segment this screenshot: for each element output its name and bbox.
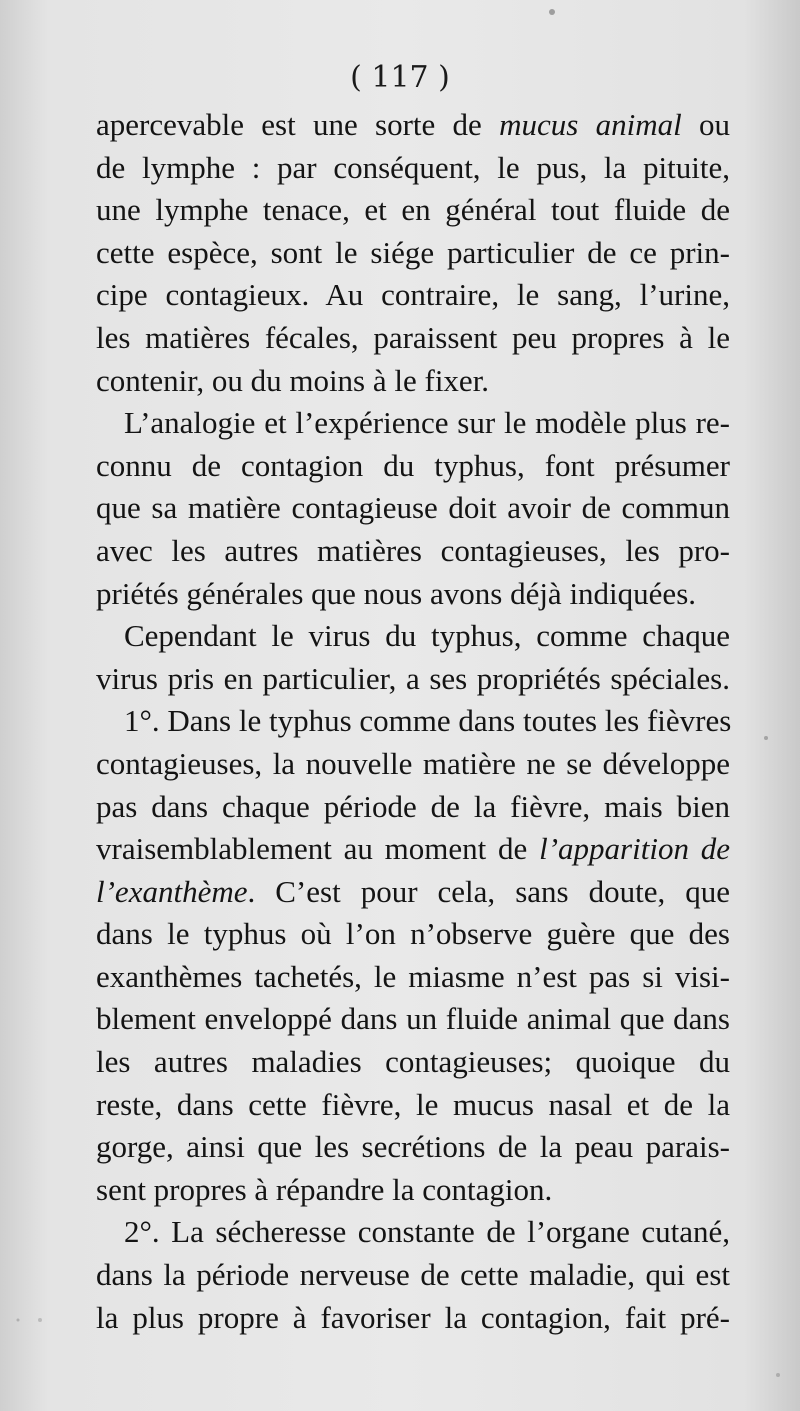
text-line: exanthèmes tachetés, le miasme n’est pas si visi- — [96, 958, 730, 994]
text-line: avec les autres matières contagieuses, les pro- — [96, 532, 730, 568]
text-line: vraisemblablement au moment de l’apparition de — [96, 831, 730, 867]
text-line: 2°. La sécheresse constante de l’organe cutané, — [124, 1214, 730, 1250]
text-line: cette espèce, sont le siége particulier de ce prin- — [96, 234, 730, 270]
text-line: une lymphe tenace, et en général tout fluide de — [96, 192, 730, 228]
text-line: les matières fécales, paraissent peu propres à le — [96, 319, 730, 355]
text-line: l’exanthème. C’est pour cela, sans doute, que — [96, 873, 730, 909]
text-line: priétés générales que nous avons déjà indiquées. — [96, 575, 697, 611]
text-line: L’analogie et l’expérience sur le modèle plus re- — [124, 405, 730, 441]
text-line: dans le typhus où l’on n’observe guère que des — [96, 916, 730, 952]
text-line: pas dans chaque période de la fièvre, mais bien — [96, 788, 730, 824]
text-line: dans la période nerveuse de cette maladie, qui est — [96, 1257, 730, 1293]
text-line: Cependant le virus du typhus, comme chaque — [124, 618, 730, 654]
text-line: gorge, ainsi que les secrétions de la peau parais- — [96, 1129, 730, 1165]
page-text — [96, 104, 730, 1339]
text-line: sent propres à répandre la contagion. — [96, 1171, 553, 1207]
text-line: la plus propre à favoriser la contagion, fait pré- — [96, 1299, 730, 1335]
text-line: les autres maladies contagieuses; quoique du — [96, 1044, 730, 1080]
text-line: blement enveloppé dans un fluide animal que dans — [96, 1001, 730, 1037]
text-line: contenir, ou du moins à le fixer. — [96, 362, 490, 398]
text-line: cipe contagieux. Au contraire, le sang, l’urine, — [96, 277, 730, 313]
text-line: reste, dans cette fièvre, le mucus nasal et de la — [96, 1086, 730, 1122]
text-line: apercevable est une sorte de mucus animal ou — [96, 107, 730, 142]
page-number: ( 117 ) — [350, 60, 450, 95]
text-line: connu de contagion du typhus, font présumer — [96, 447, 730, 483]
text-line: que sa matière contagieuse doit avoir de commun — [96, 490, 730, 526]
text-line: de lymphe : par conséquent, le pus, la pituite, — [96, 149, 730, 185]
text-line: virus pris en particulier, a ses propriétés spéciales. — [96, 660, 730, 696]
text-line: 1°. Dans le typhus comme dans toutes les fièvres — [124, 703, 732, 739]
text-line: contagieuses, la nouvelle matière ne se développe — [96, 745, 730, 781]
